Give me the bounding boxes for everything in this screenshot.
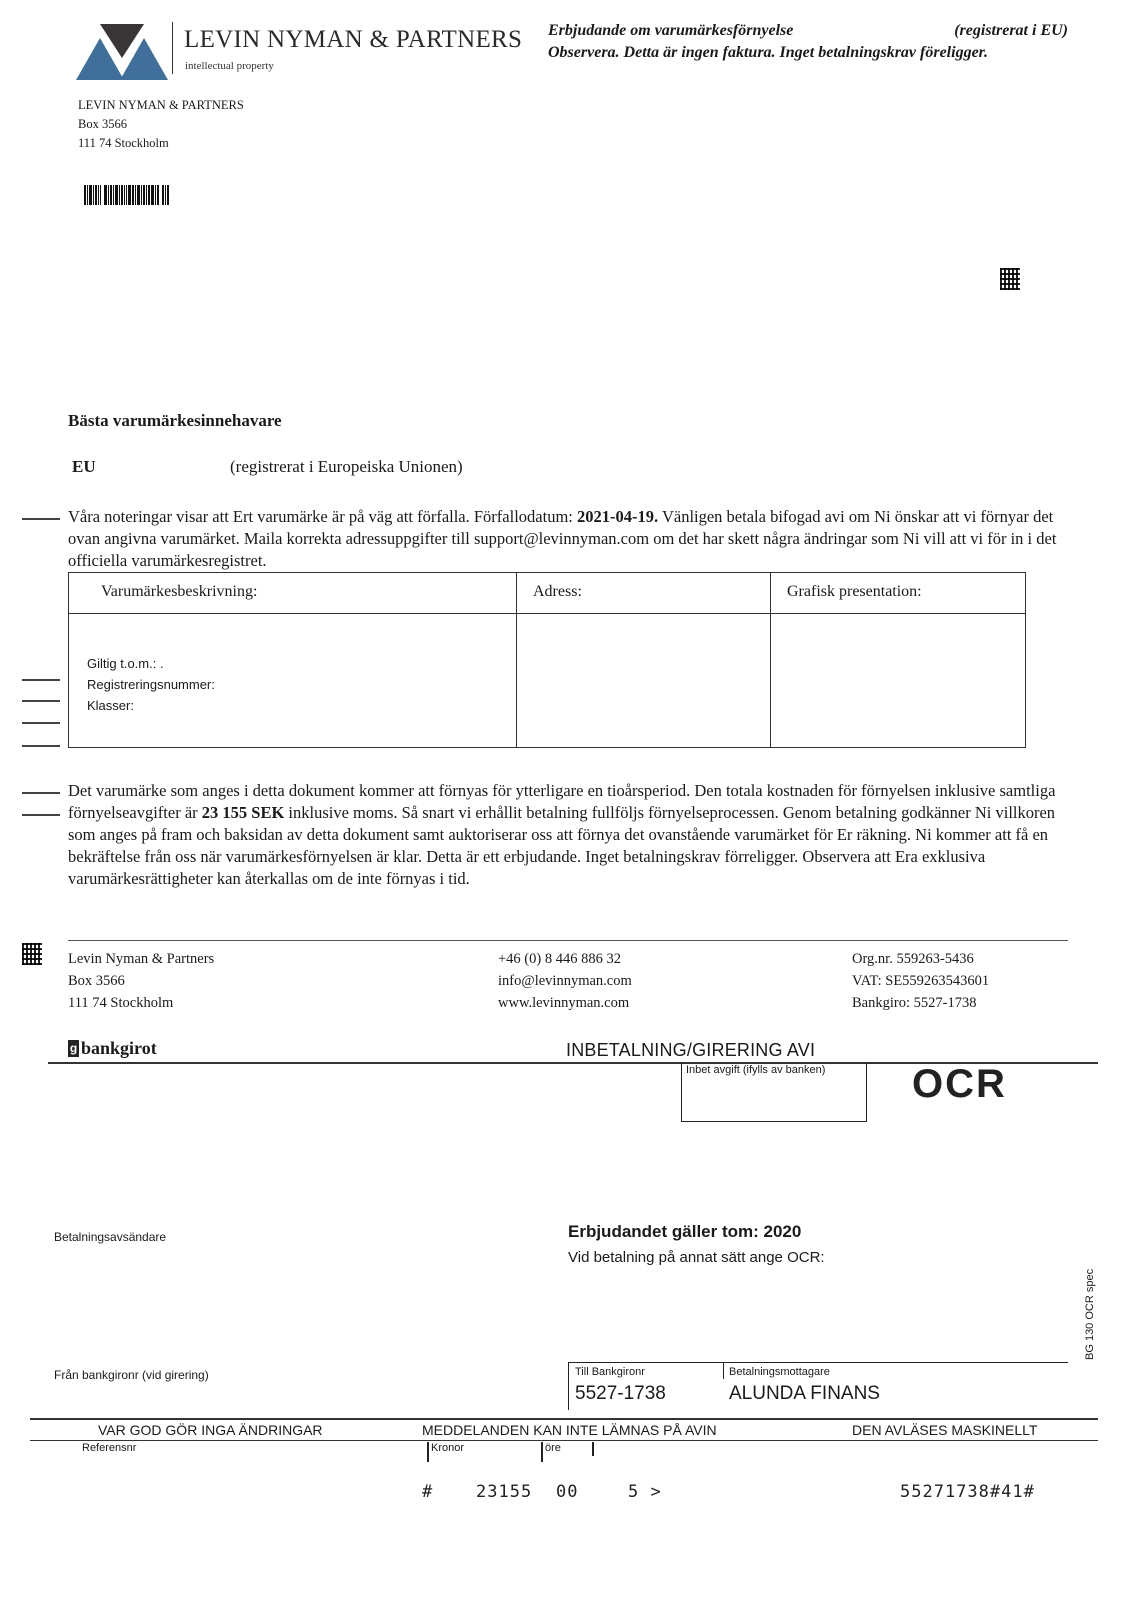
sender-address <box>78 96 244 153</box>
email-link[interactable]: info@levinnyman.com <box>498 973 632 989</box>
offer-heading <box>548 20 1068 64</box>
margin-mark <box>22 700 60 702</box>
to-bankgiro-label: Till Bankgironr <box>575 1366 645 1378</box>
logo-divider <box>172 22 173 74</box>
header-address: Adress: <box>533 583 582 600</box>
sender-line-2: Box 3566 <box>78 117 127 131</box>
valid-until-label: Giltig t.o.m.: . <box>87 656 164 671</box>
notice-no-messages: MEDDELANDEN KAN INTE LÄMNAS PÅ AVIN <box>422 1422 717 1438</box>
sender-line-3: 111 74 Stockholm <box>78 136 169 150</box>
sender-line-1: LEVIN NYMAN & PARTNERS <box>78 98 244 112</box>
classes-label: Klasser: <box>87 698 134 713</box>
letter-greeting: Bästa varumärkesinnehavare <box>68 411 282 430</box>
from-bankgiro-label: Från bankgironr (vid girering) <box>54 1368 209 1382</box>
company-logo-tagline: intellectual property <box>185 60 274 72</box>
bankgirot-g-icon: g <box>69 1041 78 1055</box>
datamatrix-code-icon <box>1000 268 1020 290</box>
region-code: EU <box>72 457 96 476</box>
recipient-label: Betalningsmottagare <box>729 1366 830 1378</box>
kronor-divider <box>427 1442 429 1462</box>
ocr-check-digit: 5 > <box>628 1482 662 1502</box>
margin-mark <box>22 745 60 747</box>
notice-machine-read: DEN AVLÄSES MASKINELLT <box>852 1422 1038 1438</box>
bankgiro-number: Bankgiro: 5527-1738 <box>852 995 977 1011</box>
total-cost: 23 155 SEK <box>201 803 285 822</box>
due-date: 2021-04-19. <box>577 507 659 526</box>
company-logo-name: LEVIN NYMAN & PARTNERS <box>184 26 523 53</box>
vat-number: VAT: SE559263543601 <box>852 973 990 989</box>
bank-fee-label: Inbet avgift (ifylls av banken) <box>686 1064 826 1076</box>
offer-valid-until: Erbjudandet gäller tom: 2020 <box>568 1222 802 1241</box>
trademark-table <box>68 572 1026 748</box>
datamatrix-code-icon <box>22 943 42 965</box>
intro-paragraph: Våra noteringar visar att Ert varumärke är på väg att förfalla. Förfallodatum: 2021-04-19. Vänligen betala bifogad avi om Ni önskar att vi förnyar det ovan angivna varumärket. Maila korrekta adressuppgifter till support@levinnyman.com om det har skett några ändringar som Ni vill att vi för in i det officiella varumärkesregistret. <box>68 507 1057 570</box>
payer-label: Betalningsavsändare <box>54 1230 167 1244</box>
to-bankgiro-value: 5527-1738 <box>575 1383 666 1404</box>
kronor-label: Kronor <box>431 1442 465 1454</box>
notice-top-line <box>30 1418 1098 1420</box>
header-description: Varumärkesbeskrivning: <box>101 583 258 600</box>
margin-mark <box>22 722 60 724</box>
bankgirot-logo: g bankgirot <box>69 1038 157 1058</box>
slip-title: INBETALNING/GIRERING AVI <box>566 1040 816 1060</box>
reference-label: Referensnr <box>82 1442 137 1454</box>
phone: +46 (0) 8 446 886 32 <box>498 951 621 967</box>
trademark-fields <box>87 653 215 716</box>
ocr-label: OCR <box>912 1062 1007 1106</box>
notice-no-changes: VAR GOD GÖR INGA ÄNDRINGAR <box>98 1422 323 1438</box>
offer-notice: Observera. Detta är ingen faktura. Inget betalningskrav föreligger. <box>548 44 989 61</box>
company-logo-icon <box>76 24 168 80</box>
registration-number-label: Registreringsnummer: <box>87 677 215 692</box>
footer-company-ids <box>852 948 989 1014</box>
margin-mark <box>22 814 60 816</box>
renewal-paragraph: Det varumärke som anges i detta dokument kommer att förnyas för ytterligare en tioårsperiod. Den totala kostnaden för förnyelsen inklusive samtliga förnyelseavgifter är 23 155 SEK inklusive moms. Så snart vi erhållit betalning fullföljs förnyelseprocessen. Genom betalning godkänner Ni villkoren som anges på fram och baksidan av detta dokument samt auktoriserar oss att förnya det ovanstående varumärket för Er räkning. Ni kommer att få en bekräftelse från oss när varumärkesförnyelsen är klar. Detta är ett erbjudande. Inget betalningskrav förreligger. Observera att Era exklusiva varumärkesrättigheter kan återkallas om de inte förnyas i tid. <box>68 781 1056 888</box>
ore-divider <box>541 1442 543 1462</box>
margin-mark <box>22 679 60 681</box>
spec-label-vertical: BG 130 OCR spec <box>1084 1268 1096 1360</box>
ocr-account: 55271738#41# <box>900 1482 1035 1502</box>
ocr-kronor: 23155 <box>476 1482 533 1502</box>
footer-contact-info <box>498 948 632 1014</box>
ore-label: öre <box>545 1442 561 1454</box>
margin-mark <box>22 792 60 794</box>
notice-bottom-line <box>30 1440 1098 1441</box>
org-number: Org.nr. 559263-5436 <box>852 951 974 967</box>
header-graphic: Grafisk presentation: <box>787 583 922 600</box>
ore-end-divider <box>592 1442 594 1456</box>
footer-divider <box>68 940 1068 941</box>
ocr-ore: 00 <box>556 1482 579 1502</box>
ocr-hash: # <box>422 1482 434 1502</box>
bank-fee-box <box>681 1062 867 1122</box>
recipient-value: ALUNDA FINANS <box>729 1383 880 1404</box>
ocr-instruction: Vid betalning på annat sätt ange OCR: <box>568 1249 825 1266</box>
region-description: (registrerat i Europeiska Unionen) <box>230 457 463 476</box>
footer-address: Levin Nyman & Partners Box 3566 111 74 Stockholm <box>68 951 215 1011</box>
margin-mark <box>22 518 60 520</box>
offer-region: (registrerat i EU) <box>954 22 1068 39</box>
offer-title: Erbjudande om varumärkesförnyelse <box>548 22 794 39</box>
postal-barcode-icon <box>84 185 170 205</box>
recipient-separator <box>723 1363 724 1379</box>
website-link[interactable]: www.levinnyman.com <box>498 995 630 1011</box>
recipient-box <box>568 1362 1068 1410</box>
